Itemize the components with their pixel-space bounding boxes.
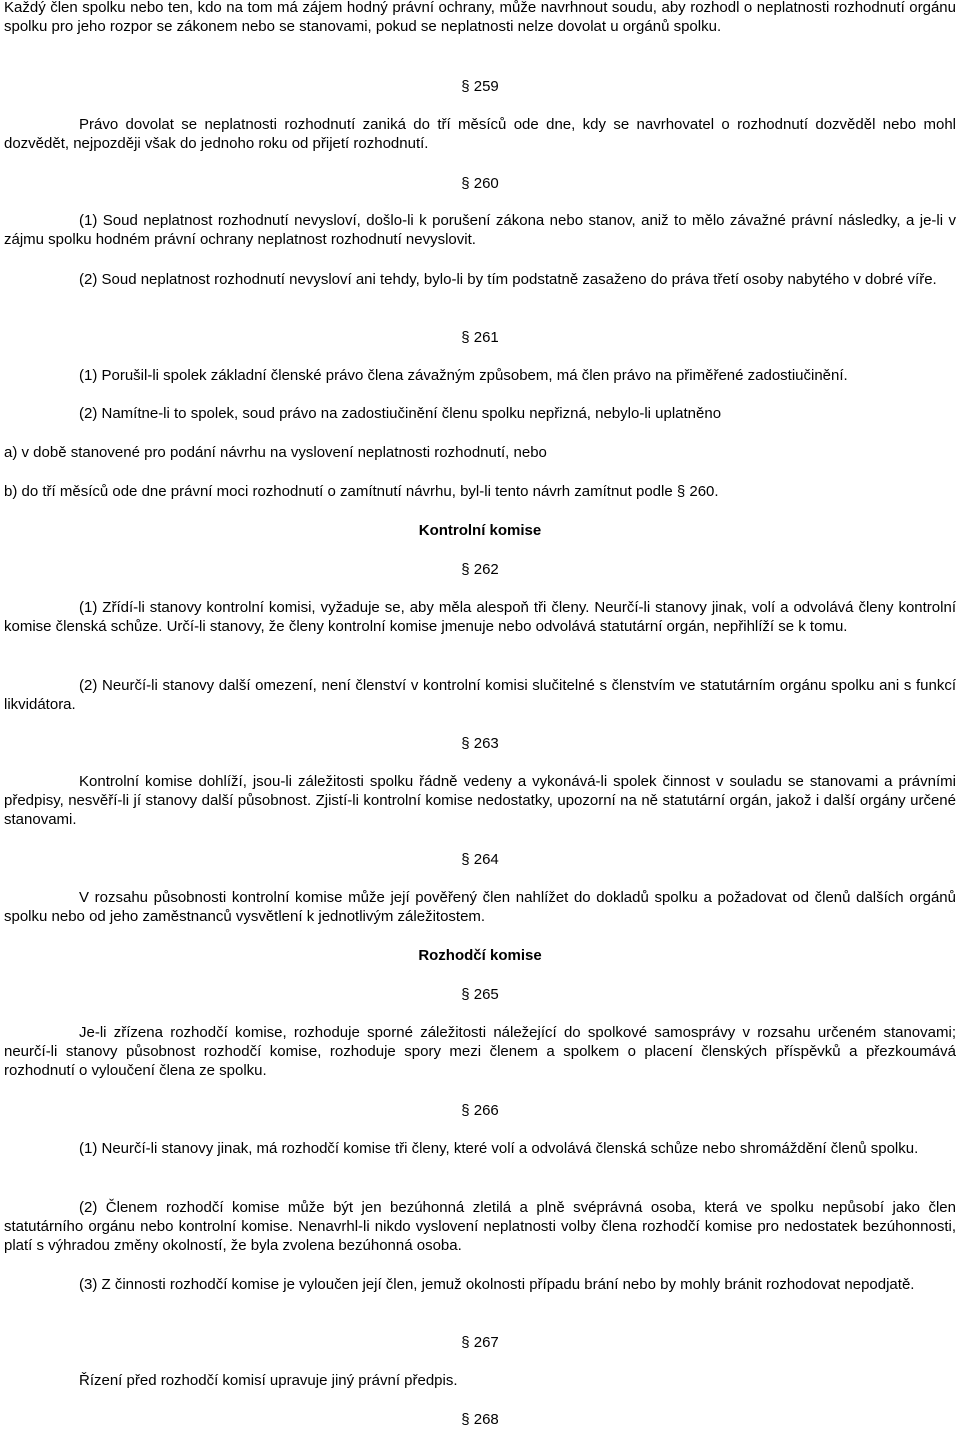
paragraph-text: V rozsahu působnosti kontrolní komise může její pověřený člen nahlížet do dokladů spolku a požadovat od členů dalších orgánů spolku nebo od jeho zaměstnanců vysvětlení k jednotlivým záležitostem. [4, 889, 956, 925]
paragraph: a) v době stanovené pro podání návrhu na vyslovení neplatnosti rozhodnutí, nebo [4, 444, 547, 461]
section-number: § 260 [461, 175, 499, 192]
paragraph [4, 888, 956, 926]
paragraph: Každý člen spolku nebo ten, kdo na tom má zájem hodný právní ochrany, může navrhnout soudu, aby rozhodl o neplatnosti rozhodnutí orgánu spolku pro jeho rozpor se zákonem nebo se stanovami, pokud se neplatnosti nelze dovolat u orgánů spolku. [4, 0, 956, 35]
paragraph [4, 1023, 956, 1080]
paragraph [4, 115, 956, 153]
paragraph-text: Kontrolní komise dohlíží, jsou-li záležitosti spolku řádně vedeny a vykonává-li spolek činnost v souladu se stanovami a právními předpisy, nesvěří-li jí stanovy další působnost. Zjistí-li kontrolní komise nedostatky, upozorní na ně statutární orgán, jakož i další orgány určené stanovami. [4, 773, 956, 828]
section-heading: Kontrolní komise [418, 522, 542, 539]
paragraph [4, 366, 956, 385]
paragraph-text: Řízení před rozhodčí komisí upravuje jiný právní předpis. [79, 1372, 458, 1389]
section-number: § 265 [461, 986, 499, 1003]
paragraph [4, 598, 956, 636]
paragraph [4, 1198, 956, 1255]
paragraph [4, 1371, 956, 1390]
section-number: § 259 [461, 78, 499, 95]
paragraph-text: (3) Z činnosti rozhodčí komise je vyloučen její člen, jemuž okolnosti případu brání nebo by mohly bránit rozhodovat nepodjatě. [79, 1276, 915, 1293]
section-heading: Rozhodčí komise [418, 947, 542, 964]
paragraph [4, 211, 956, 249]
paragraph [4, 270, 956, 289]
paragraph [4, 1275, 956, 1294]
paragraph-text: (1) Zřídí-li stanovy kontrolní komisi, vyžaduje se, aby měla alespoň tři členy. Neurčí-li stanovy jinak, volí a odvolává členy kontrolní komise členská schůze. Určí-li stanovy, že členy kontrolní komise jmenuje nebo odvolává statutární orgán, nepřihlíží se k tomu. [4, 599, 956, 635]
paragraph-text: (2) Členem rozhodčí komise může být jen bezúhonná zletilá a plně svéprávná osoba, která ve spolku nepůsobí jako člen statutárního orgánu nebo kontrolní komise. Nenavrhl-li nikdo vyslovení neplatnosti volby člena rozhodčí komise pro nedostatek bezúhonnosti, platí s výhradou změny okolností, že byla zvolena bezúhonná osoba. [4, 1199, 956, 1254]
paragraph-text: (1) Neurčí-li stanovy jinak, má rozhodčí komise tři členy, které volí a odvolává členská schůze nebo shromáždění členů spolku. [79, 1140, 919, 1157]
section-number: § 268 [461, 1411, 499, 1428]
section-number: § 267 [461, 1334, 499, 1351]
paragraph-text: Je-li zřízena rozhodčí komise, rozhoduje sporné záležitosti náležející do spolkové samosprávy v rozsahu určeném stanovami; neurčí-li stanovy působnost rozhodčí komise, rozhoduje spory mezi členem a spolkem o placení členských příspěvků a přezkoumává rozhodnutí o vyloučení člena ze spolku. [4, 1024, 956, 1079]
paragraph: b) do tří měsíců ode dne právní moci rozhodnutí o zamítnutí návrhu, byl-li tento návrh zamítnut podle § 260. [4, 483, 719, 500]
section-number: § 262 [461, 561, 499, 578]
section-number: § 261 [461, 329, 499, 346]
paragraph-text: (2) Soud neplatnost rozhodnutí nevysloví ani tehdy, bylo-li by tím podstatně zasaženo do práva třetí osoby nabytého v dobré víře. [79, 271, 937, 288]
paragraph-text: (2) Neurčí-li stanovy další omezení, není členství v kontrolní komisi slučitelné s členstvím ve statutárním orgánu spolku ani s funkcí likvidátora. [4, 677, 956, 713]
section-number: § 264 [461, 851, 499, 868]
paragraph [4, 676, 956, 714]
paragraph [4, 772, 956, 829]
paragraph-text: (1) Soud neplatnost rozhodnutí nevysloví, došlo-li k porušení zákona nebo stanov, aniž to mělo závažné právní následky, a je-li v zájmu spolku hodném právní ochrany neplatnost rozhodnutí nevyslovit. [4, 212, 956, 248]
paragraph [4, 1139, 956, 1158]
section-number: § 266 [461, 1102, 499, 1119]
section-number: § 263 [461, 735, 499, 752]
paragraph-text: (2) Namítne-li to spolek, soud právo na zadostiučinění členu spolku nepřizná, nebylo-li uplatněno [79, 405, 722, 422]
paragraph-text: (1) Porušil-li spolek základní členské právo člena závažným způsobem, má člen právo na přiměřené zadostiučinění. [79, 367, 848, 384]
paragraph-text: Právo dovolat se neplatnosti rozhodnutí zaniká do tří měsíců ode dne, kdy se navrhovatel o rozhodnutí dozvěděl nebo mohl dozvědět, nejpozději však do jednoho roku od přijetí rozhodnutí. [4, 116, 956, 152]
paragraph [4, 404, 956, 423]
